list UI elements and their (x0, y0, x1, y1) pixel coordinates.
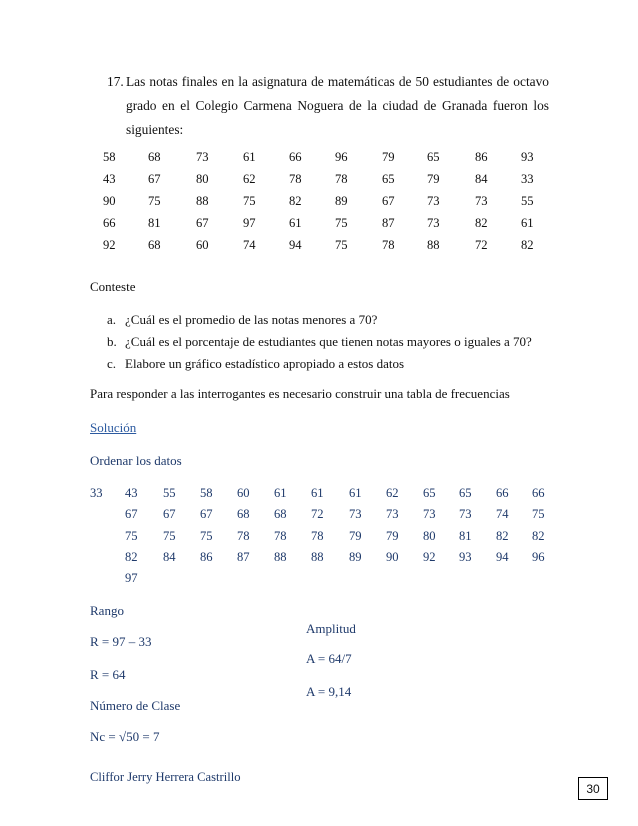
grade-cell: 88 (427, 238, 440, 252)
sorted-value: 65 (423, 486, 436, 500)
footer-author: Cliffor Jerry Herrera Castrillo (90, 770, 241, 784)
grade-cell: 73 (475, 194, 488, 208)
problem-line-3: siguientes: (126, 122, 184, 137)
question-letter: a. (107, 312, 117, 327)
sorted-value: 78 (311, 529, 324, 543)
question-letter: b. (107, 334, 117, 349)
sorted-value: 73 (386, 507, 399, 521)
sorted-value: 67 (125, 507, 138, 521)
sorted-value: 92 (423, 550, 436, 564)
sorted-value: 75 (200, 529, 213, 543)
grade-cell: 97 (243, 216, 256, 230)
grade-cell: 68 (148, 238, 161, 252)
rango-equation-1: R = 97 – 33 (90, 634, 152, 649)
sorted-value: 78 (274, 529, 287, 543)
grade-cell: 79 (427, 172, 440, 186)
grade-cell: 78 (382, 238, 395, 252)
sorted-value: 68 (274, 507, 287, 521)
question-text: ¿Cuál es el promedio de las notas menores a 70? (125, 312, 378, 327)
amplitud-equation-2: A = 9,14 (306, 684, 352, 699)
grade-cell: 72 (475, 238, 488, 252)
sorted-value: 88 (311, 550, 324, 564)
sorted-value: 97 (125, 571, 138, 585)
sorted-value: 66 (532, 486, 545, 500)
grade-cell: 93 (521, 150, 534, 164)
sorted-value: 82 (532, 529, 545, 543)
sorted-value: 82 (496, 529, 509, 543)
grade-cell: 73 (427, 194, 440, 208)
sorted-value: 94 (496, 550, 509, 564)
grade-cell: 75 (335, 216, 348, 230)
sorted-value: 88 (274, 550, 287, 564)
sorted-value: 72 (311, 507, 324, 521)
sorted-value: 73 (423, 507, 436, 521)
grade-cell: 80 (196, 172, 209, 186)
grade-cell: 82 (289, 194, 302, 208)
grade-cell: 87 (382, 216, 395, 230)
grade-cell: 60 (196, 238, 209, 252)
grade-cell: 33 (521, 172, 534, 186)
problem-number: 17. (107, 74, 124, 89)
grade-cell: 58 (103, 150, 116, 164)
grade-cell: 89 (335, 194, 348, 208)
grade-cell: 61 (289, 216, 302, 230)
sorted-value: 73 (349, 507, 362, 521)
sorted-value: 84 (163, 550, 176, 564)
sorted-value: 75 (125, 529, 138, 543)
problem-line-2: grado en el Colegio Carmena Noguera de la ciudad de Granada fueron los (126, 98, 549, 113)
sorted-value: 73 (459, 507, 472, 521)
grade-cell: 43 (103, 172, 116, 186)
grade-cell: 90 (103, 194, 116, 208)
grade-cell: 61 (521, 216, 534, 230)
sorted-value: 74 (496, 507, 509, 521)
sorted-value: 78 (237, 529, 250, 543)
question-text: ¿Cuál es el porcentaje de estudiantes que tienen notas mayores o iguales a 70? (125, 334, 532, 349)
intro-text: Para responder a las interrogantes es necesario construir una tabla de frecuencias (90, 386, 510, 401)
grade-cell: 62 (243, 172, 256, 186)
grade-cell: 75 (243, 194, 256, 208)
ordenar-heading: Ordenar los datos (90, 453, 182, 468)
grade-cell: 78 (289, 172, 302, 186)
grade-cell: 65 (427, 150, 440, 164)
grade-cell: 74 (243, 238, 256, 252)
sorted-value: 65 (459, 486, 472, 500)
amplitud-heading: Amplitud (306, 621, 356, 636)
sorted-value: 93 (459, 550, 472, 564)
sorted-value: 61 (274, 486, 287, 500)
grade-cell: 67 (148, 172, 161, 186)
grade-cell: 65 (382, 172, 395, 186)
sorted-value: 67 (163, 507, 176, 521)
clase-heading: Número de Clase (90, 698, 181, 713)
grade-cell: 96 (335, 150, 348, 164)
sorted-value: 82 (125, 550, 138, 564)
sorted-value: 86 (200, 550, 213, 564)
sorted-value: 61 (349, 486, 362, 500)
sorted-value: 80 (423, 529, 436, 543)
grade-cell: 61 (243, 150, 256, 164)
sorted-value: 68 (237, 507, 250, 521)
sorted-value: 55 (163, 486, 176, 500)
grade-cell: 73 (427, 216, 440, 230)
sorted-value: 60 (237, 486, 250, 500)
grade-cell: 82 (475, 216, 488, 230)
grade-cell: 75 (335, 238, 348, 252)
sorted-value: 61 (311, 486, 324, 500)
grade-cell: 67 (382, 194, 395, 208)
grade-cell: 94 (289, 238, 302, 252)
sorted-value: 67 (200, 507, 213, 521)
grade-cell: 67 (196, 216, 209, 230)
sorted-value: 96 (532, 550, 545, 564)
grade-cell: 75 (148, 194, 161, 208)
conteste-label: Conteste (90, 279, 136, 294)
sorted-value: 33 (90, 486, 103, 500)
grade-cell: 81 (148, 216, 161, 230)
sorted-value: 89 (349, 550, 362, 564)
grade-cell: 86 (475, 150, 488, 164)
sorted-value: 75 (532, 507, 545, 521)
sorted-value: 75 (163, 529, 176, 543)
amplitud-equation-1: A = 64/7 (306, 651, 352, 666)
sorted-value: 79 (349, 529, 362, 543)
grade-cell: 79 (382, 150, 395, 164)
grade-cell: 84 (475, 172, 488, 186)
question-text: Elabore un gráfico estadístico apropiado a estos datos (125, 356, 405, 371)
grade-cell: 55 (521, 194, 534, 208)
rango-heading: Rango (90, 603, 124, 618)
grade-cell: 66 (289, 150, 302, 164)
solucion-heading: Solución (90, 420, 137, 435)
grade-cell: 82 (521, 238, 534, 252)
rango-equation-2: R = 64 (90, 667, 126, 682)
clase-equation: Nc = √50 = 7 (90, 729, 160, 744)
page-number: 30 (578, 777, 608, 800)
sorted-value: 62 (386, 486, 399, 500)
sorted-value: 58 (200, 486, 213, 500)
sorted-value: 66 (496, 486, 509, 500)
sorted-value: 87 (237, 550, 250, 564)
sorted-value: 79 (386, 529, 399, 543)
grade-cell: 68 (148, 150, 161, 164)
grade-cell: 78 (335, 172, 348, 186)
grade-cell: 66 (103, 216, 116, 230)
grade-cell: 92 (103, 238, 116, 252)
sorted-value: 90 (386, 550, 399, 564)
sorted-value: 81 (459, 529, 472, 543)
problem-line-1: Las notas finales en la asignatura de matemáticas de 50 estudiantes de octavo (126, 74, 549, 89)
sorted-value: 43 (125, 486, 138, 500)
question-letter: c. (107, 356, 117, 371)
grade-cell: 73 (196, 150, 209, 164)
grade-cell: 88 (196, 194, 209, 208)
